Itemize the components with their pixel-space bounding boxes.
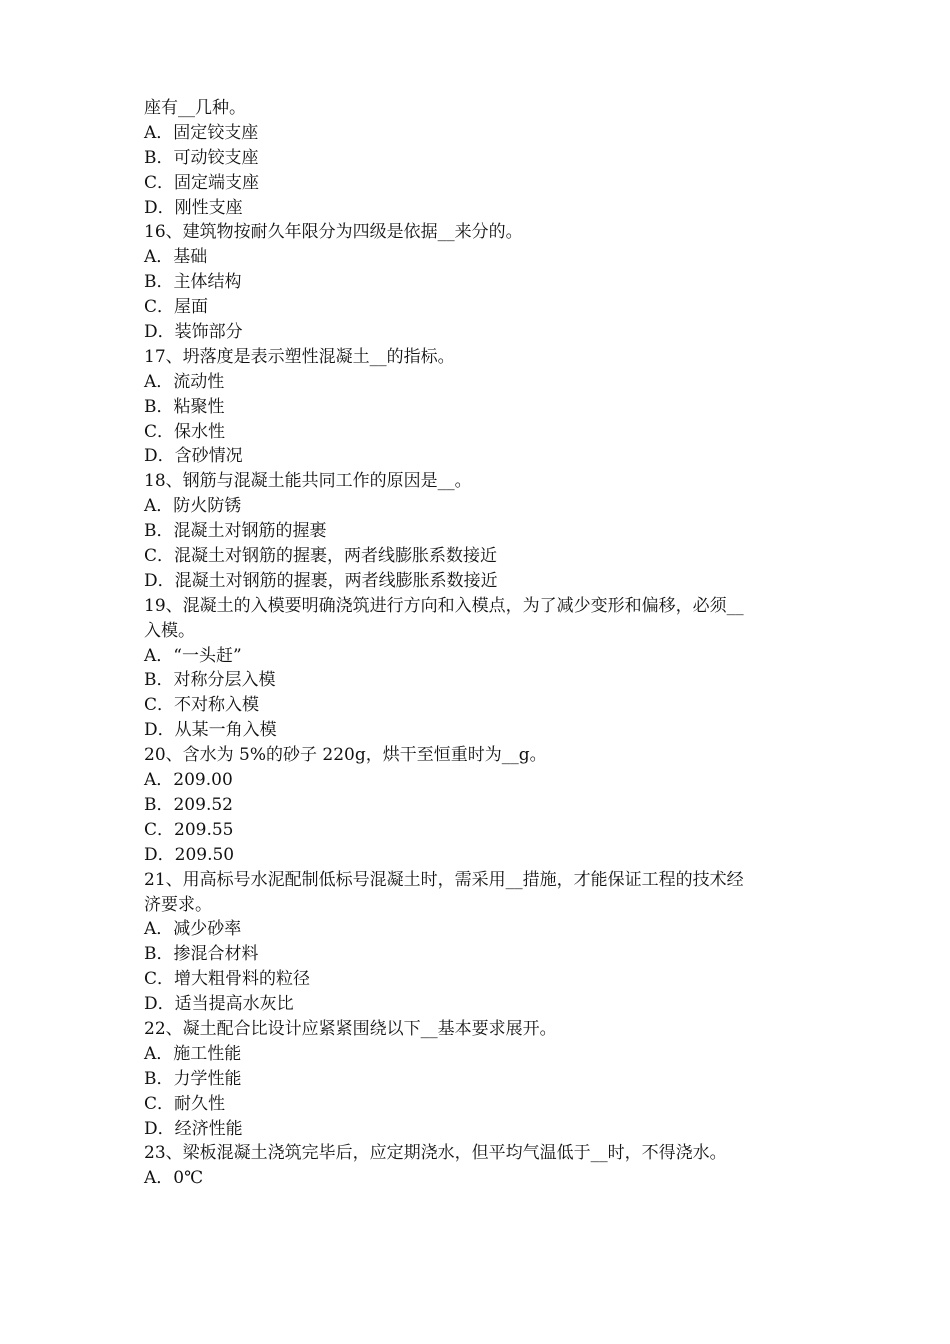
question-19-option-a: A．“一头赶” bbox=[144, 645, 242, 666]
question-18-stem: 18、钢筋与混凝土能共同工作的原因是__。 bbox=[144, 471, 472, 492]
question-22-option-c: C．耐久性 bbox=[144, 1093, 226, 1114]
question-20-option-d: D．209.50 bbox=[144, 844, 235, 865]
question-23-option-a: A．0℃ bbox=[144, 1168, 204, 1189]
question-21-option-c: C．增大粗骨料的粒径 bbox=[144, 969, 311, 990]
question-16-option-d: D．装饰部分 bbox=[144, 322, 243, 343]
question-15-stem-continuation: 座有__几种。 bbox=[144, 98, 246, 118]
question-21-option-d: D．适当提高水灰比 bbox=[144, 994, 294, 1015]
question-15-option-c: C．固定端支座 bbox=[144, 172, 260, 193]
document-page bbox=[144, 96, 816, 1191]
question-17-option-d: D．含砂情况 bbox=[144, 446, 243, 467]
question-20-stem: 20、含水为 5%的砂子 220g，烘干至恒重时为__g。 bbox=[144, 745, 547, 766]
question-19-option-d: D．从某一角入模 bbox=[144, 720, 277, 741]
question-22-option-b: B．力学性能 bbox=[144, 1068, 242, 1089]
question-19-stem: 19、混凝土的入模要明确浇筑进行方向和入模点，为了减少变形和偏移，必须__ bbox=[144, 595, 744, 616]
question-16-stem: 16、建筑物按耐久年限分为四级是依据__来分的。 bbox=[144, 222, 523, 243]
question-19-option-b: B．对称分层入模 bbox=[144, 670, 276, 691]
question-20-option-a: A．209.00 bbox=[144, 770, 233, 791]
question-20-option-b: B．209.52 bbox=[144, 794, 233, 815]
question-22-option-a: A．施工性能 bbox=[144, 1043, 242, 1064]
question-18-option-d: D．混凝土对钢筋的握裹，两者线膨胀系数接近 bbox=[144, 570, 498, 591]
question-21-option-a: A．减少砂率 bbox=[144, 919, 242, 940]
question-22-stem: 22、凝土配合比设计应紧紧围绕以下__基本要求展开。 bbox=[144, 1018, 557, 1039]
question-16-option-a: A．基础 bbox=[144, 247, 208, 268]
question-17-stem: 17、坍落度是表示塑性混凝土__的指标。 bbox=[144, 346, 455, 367]
question-18-option-a: A．防火防锈 bbox=[144, 496, 242, 517]
question-21-stem-continuation: 济要求。 bbox=[144, 894, 212, 915]
question-16-option-c: C．屋面 bbox=[144, 297, 209, 318]
question-17-option-c: C．保水性 bbox=[144, 421, 226, 442]
question-19-stem-continuation: 入模。 bbox=[144, 620, 195, 641]
question-23-stem: 23、梁板混凝土浇筑完毕后，应定期浇水，但平均气温低于__时，不得浇水。 bbox=[144, 1143, 727, 1164]
question-15-option-d: D．刚性支座 bbox=[144, 197, 243, 218]
question-15-option-b: B．可动铰支座 bbox=[144, 147, 259, 168]
question-21-stem: 21、用高标号水泥配制低标号混凝土时，需采用__措施，才能保证工程的技术经 bbox=[144, 869, 744, 890]
question-18-option-b: B．混凝土对钢筋的握裹 bbox=[144, 521, 327, 542]
question-15-option-a: A．固定铰支座 bbox=[144, 122, 259, 143]
question-17-option-b: B．粘聚性 bbox=[144, 396, 225, 417]
question-20-option-c: C．209.55 bbox=[144, 819, 234, 840]
question-22-option-d: D．经济性能 bbox=[144, 1118, 243, 1139]
question-16-option-b: B．主体结构 bbox=[144, 272, 242, 293]
question-19-option-c: C．不对称入模 bbox=[144, 695, 260, 716]
question-21-option-b: B．掺混合材料 bbox=[144, 944, 259, 965]
question-18-option-c: C．混凝土对钢筋的握裹，两者线膨胀系数接近 bbox=[144, 546, 498, 567]
question-17-option-a: A．流动性 bbox=[144, 371, 225, 392]
